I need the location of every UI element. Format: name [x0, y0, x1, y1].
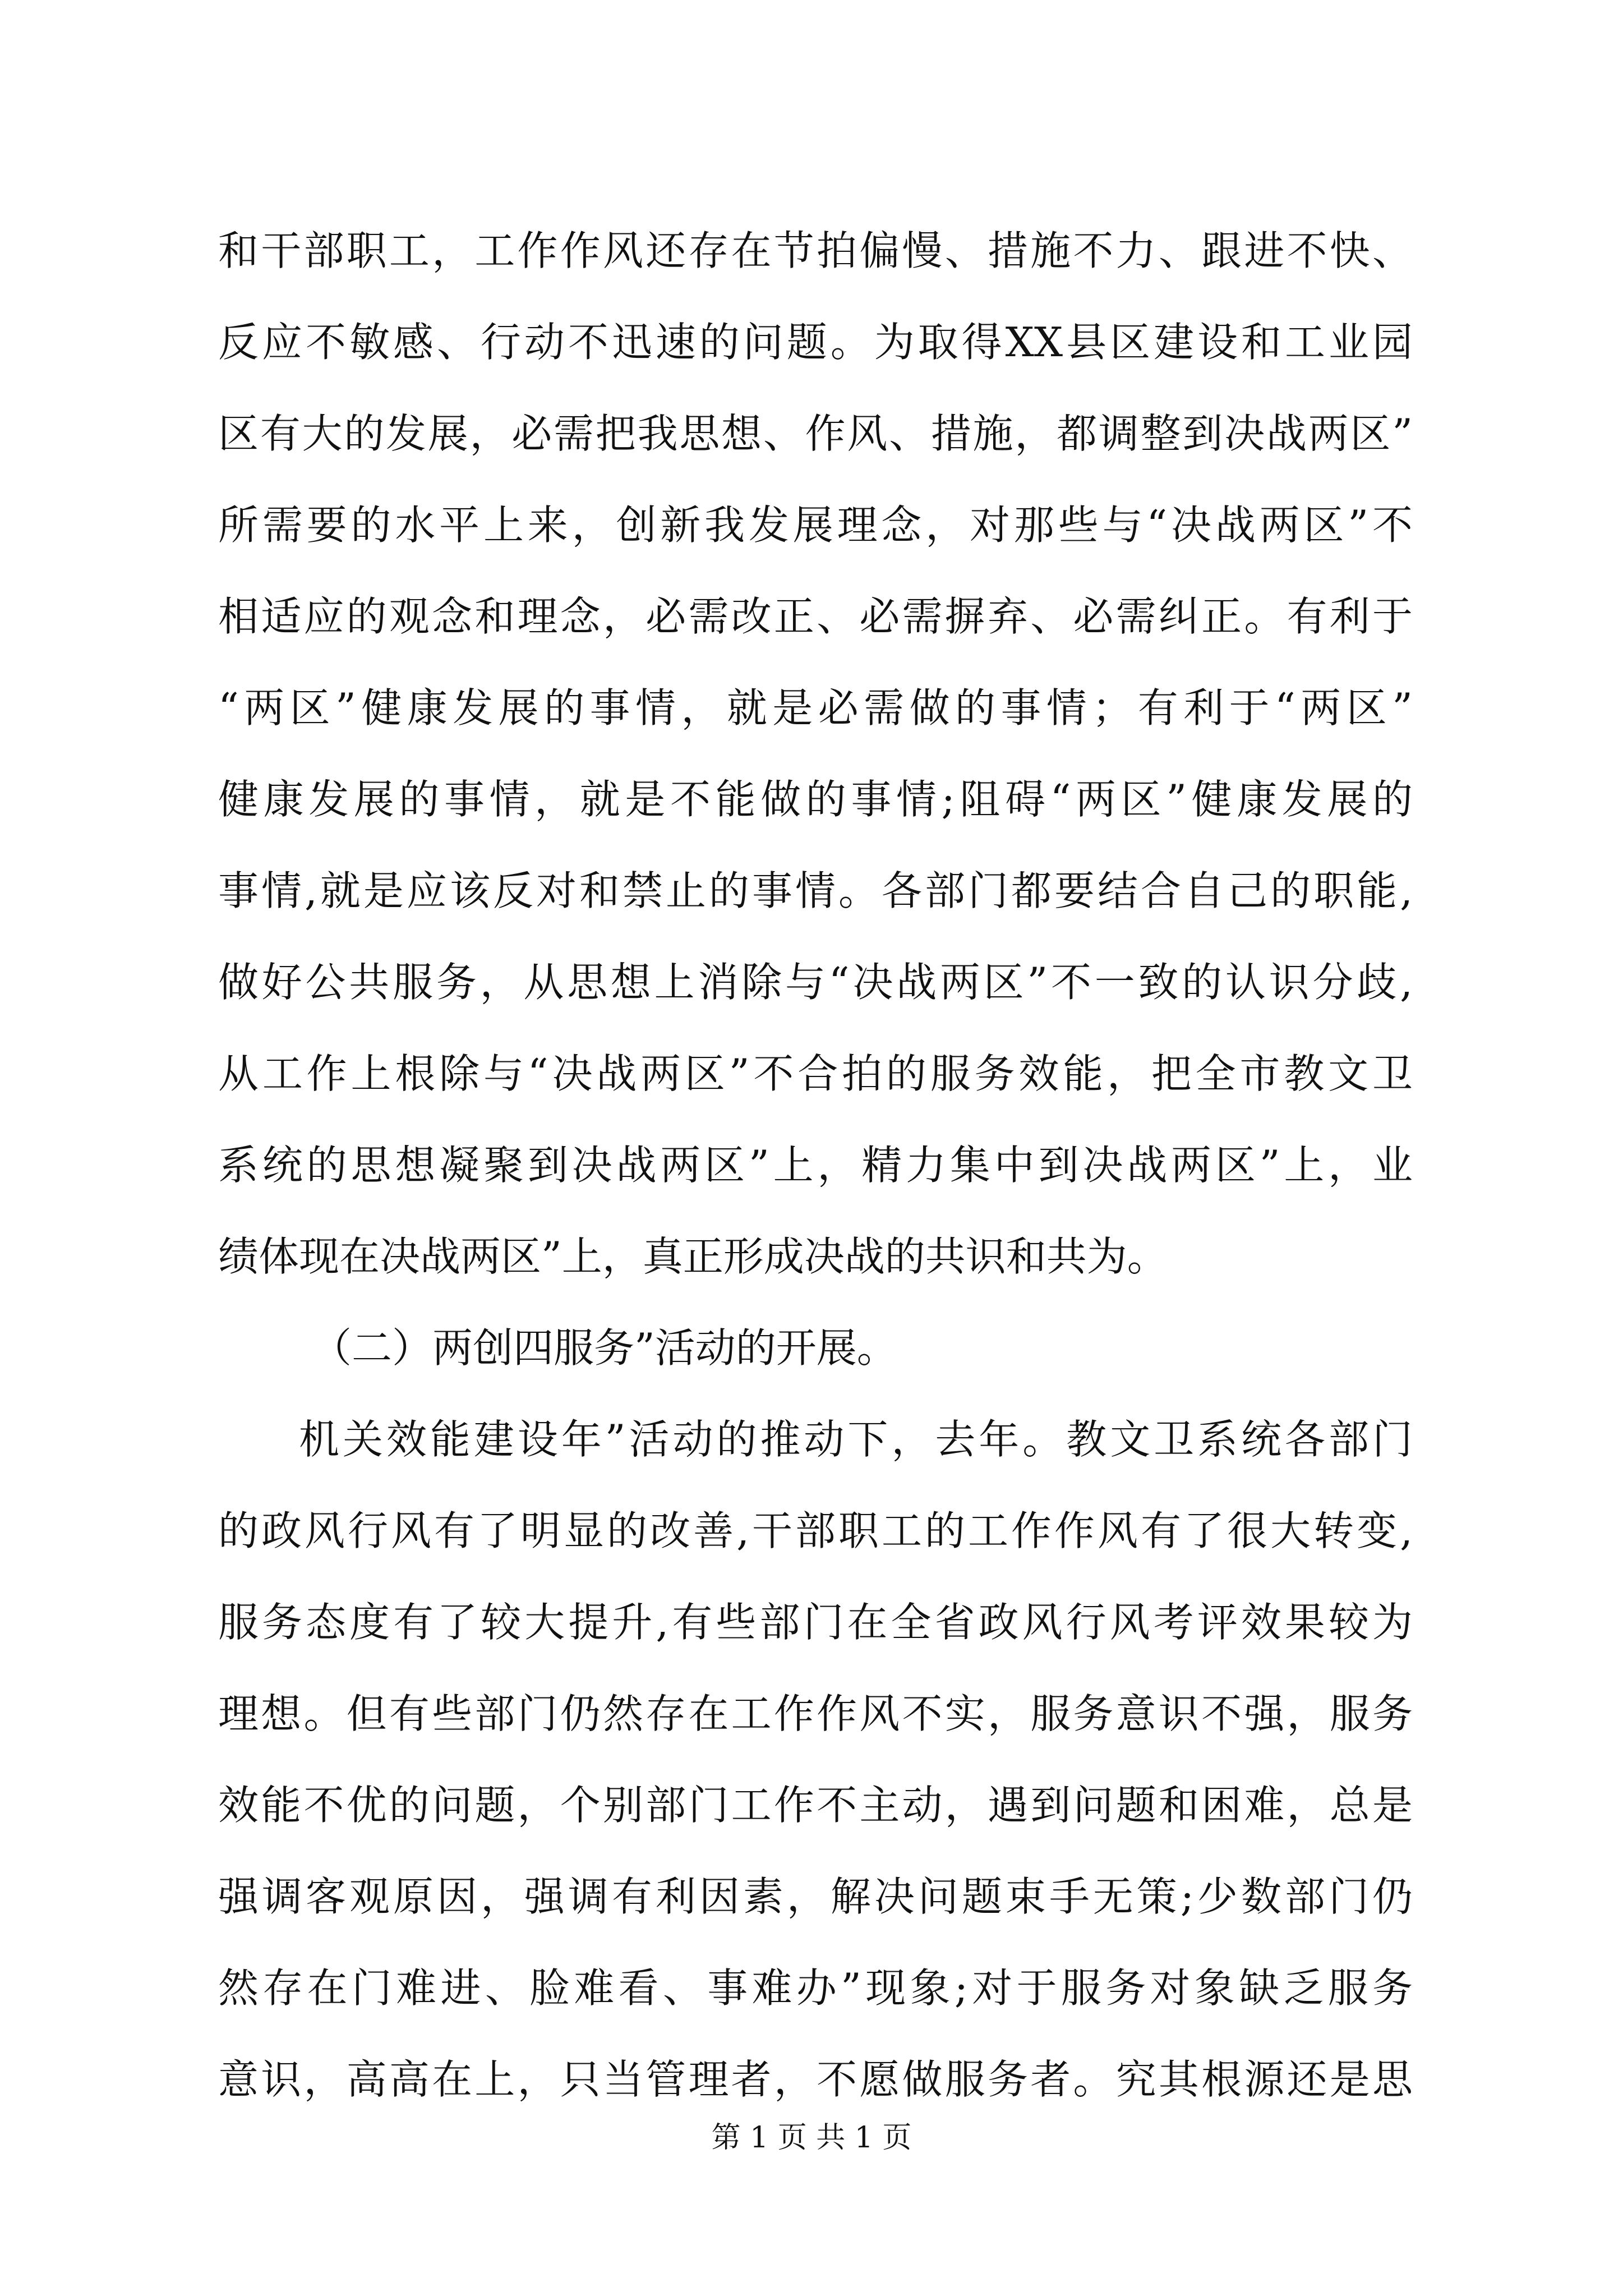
- text-line: 和干部职工，工作作风还存在节拍偏慢、措施不力、跟进不快、: [218, 227, 1413, 274]
- text-line: 相适应的观念和理念，必需改正、必需摒弃、必需纠正。有利于: [218, 593, 1413, 640]
- text-line: 然存在门难进、脸难看、事难办”现象;对于服务对象缺乏服务: [218, 1964, 1413, 2012]
- text-line: 服务态度有了较大提升,有些部门在全省政风行风考评效果较为: [218, 1599, 1413, 1646]
- text-line: 的政风行风有了明显的改善,干部职工的工作作风有了很大转变,: [218, 1507, 1413, 1554]
- text-line: 意识，高高在上，只当管理者，不愿做服务者。究其根源还是思: [218, 2056, 1413, 2103]
- text-line: “两区”健康发展的事情，就是必需做的事情；有利于“两区”: [218, 684, 1413, 731]
- text-line: 从工作上根除与“决战两区”不合拍的服务效能，把全市教文卫: [218, 1050, 1413, 1097]
- paragraph-2: [218, 1394, 1413, 2125]
- text-line: 系统的思想凝聚到决战两区”上，精力集中到决战两区”上，业: [218, 1142, 1413, 1189]
- text-line: 机关效能建设年”活动的推动下，去年。教文卫系统各部门: [299, 1416, 1413, 1463]
- text-line: 反应不敏感、行动不迅速的问题。为取得XX县区建设和工业园: [218, 319, 1413, 366]
- text-line: 理想。但有些部门仍然存在工作作风不实，服务意识不强，服务: [218, 1690, 1413, 1737]
- page-number: 第 1 页 共 1 页: [711, 2121, 912, 2155]
- text-line: 绩体现在决战两区”上，真正形成决战的共识和共为。: [218, 1233, 1168, 1280]
- text-line: 效能不优的问题，个别部门工作不主动，遇到问题和困难，总是: [218, 1782, 1413, 1829]
- paragraph-1: [218, 205, 1413, 1303]
- text-line: 做好公共服务，从思想上消除与“决战两区”不一致的认识分歧,: [218, 959, 1413, 1006]
- document-body: [218, 205, 1413, 2125]
- text-line: 健康发展的事情，就是不能做的事情;阻碍“两区”健康发展的: [218, 776, 1413, 823]
- text-line: 事情,就是应该反对和禁止的事情。各部门都要结合自己的职能,: [218, 867, 1413, 914]
- text-line: 强调客观原因，强调有利因素，解决问题束手无策;少数部门仍: [218, 1873, 1413, 1920]
- section-heading: （二）两创四服务”活动的开展。: [311, 1324, 897, 1372]
- text-line: 区有大的发展，必需把我思想、作风、措施，都调整到决战两区”: [218, 410, 1413, 457]
- page-footer: [0, 2114, 1623, 2156]
- text-line: 所需要的水平上来，创新我发展理念，对那些与“决战两区”不: [218, 501, 1413, 549]
